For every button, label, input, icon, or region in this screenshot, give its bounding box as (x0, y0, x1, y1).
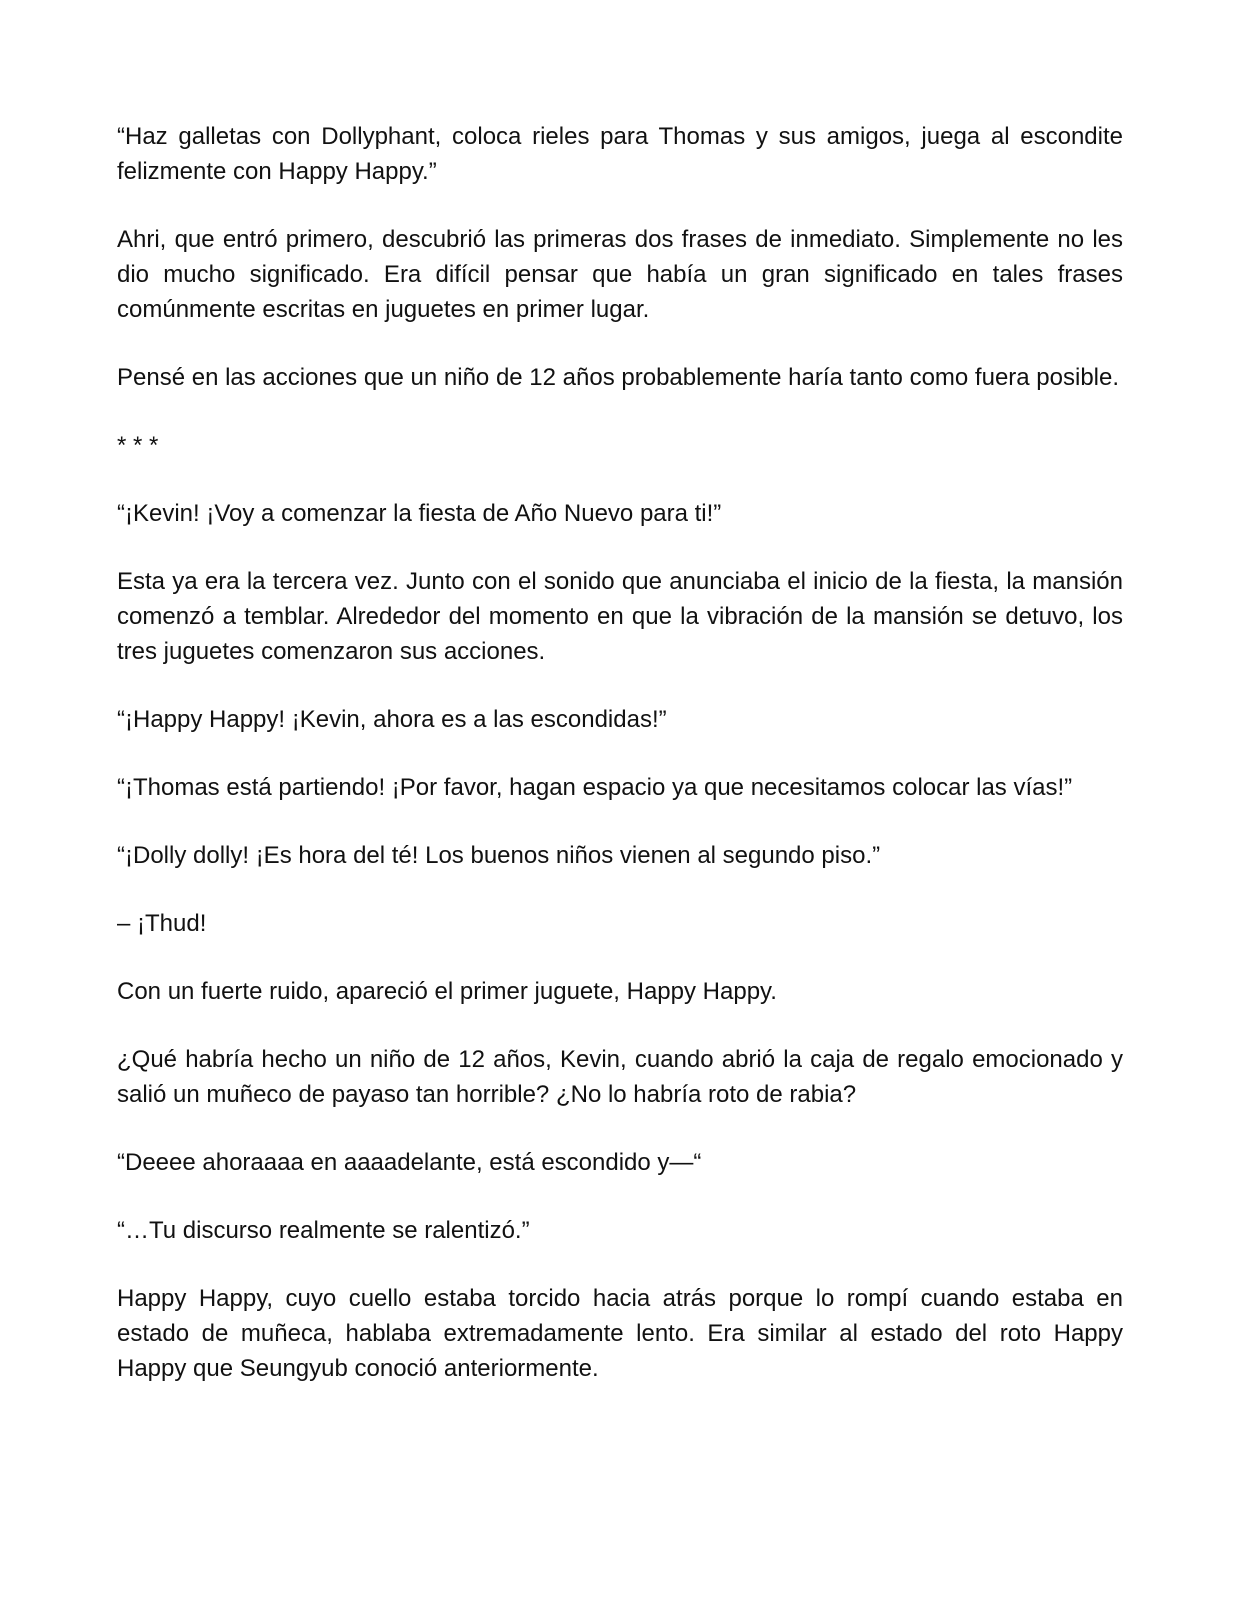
scene-break: * * * (117, 432, 159, 459)
paragraph-2: Ahri, que entró primero, descubrió las primeras dos frases de inmediato. Simplemente no les dio mucho significado. Era difícil pensar que había un gran significado en tales frases comúnmente escritas en juguetes en primer lugar. (117, 226, 1123, 323)
paragraph-10: Con un fuerte ruido, apareció el primer juguete, Happy Happy. (117, 978, 777, 1005)
paragraph-4: “¡Kevin! ¡Voy a comenzar la fiesta de Año Nuevo para ti!” (117, 500, 722, 527)
document-body (117, 119, 1123, 1419)
paragraph-8: “¡Dolly dolly! ¡Es hora del té! Los buenos niños vienen al segundo piso.” (117, 842, 881, 869)
paragraph-14: Happy Happy, cuyo cuello estaba torcido hacia atrás porque lo rompí cuando estaba en estado de muñeca, hablaba extremadamente lento. Era similar al estado del roto Happy Happy que Seungyub conoció anteriormente. (117, 1285, 1123, 1382)
paragraph-3: Pensé en las acciones que un niño de 12 años probablemente haría tanto como fuera posible. (117, 364, 1120, 391)
paragraph-12: “Deeee ahoraaaa en aaaadelante, está escondido y—“ (117, 1149, 702, 1176)
paragraph-1: “Haz galletas con Dollyphant, coloca rieles para Thomas y sus amigos, juega al escondite felizmente con Happy Happy.” (117, 123, 1123, 185)
paragraph-6: “¡Happy Happy! ¡Kevin, ahora es a las escondidas!” (117, 706, 667, 733)
paragraph-5: Esta ya era la tercera vez. Junto con el sonido que anunciaba el inicio de la fiesta, la mansión comenzó a temblar. Alrededor del momento en que la vibración de la mansión se detuvo, los tres juguetes comenzaron sus acciones. (117, 568, 1123, 665)
paragraph-9: – ¡Thud! (117, 910, 207, 937)
paragraph-7: “¡Thomas está partiendo! ¡Por favor, hagan espacio ya que necesitamos colocar las vías!” (117, 774, 1073, 801)
paragraph-13: “…Tu discurso realmente se ralentizó.” (117, 1217, 530, 1244)
paragraph-11: ¿Qué habría hecho un niño de 12 años, Kevin, cuando abrió la caja de regalo emocionado y salió un muñeco de payaso tan horrible? ¿No lo habría roto de rabia? (117, 1046, 1123, 1108)
